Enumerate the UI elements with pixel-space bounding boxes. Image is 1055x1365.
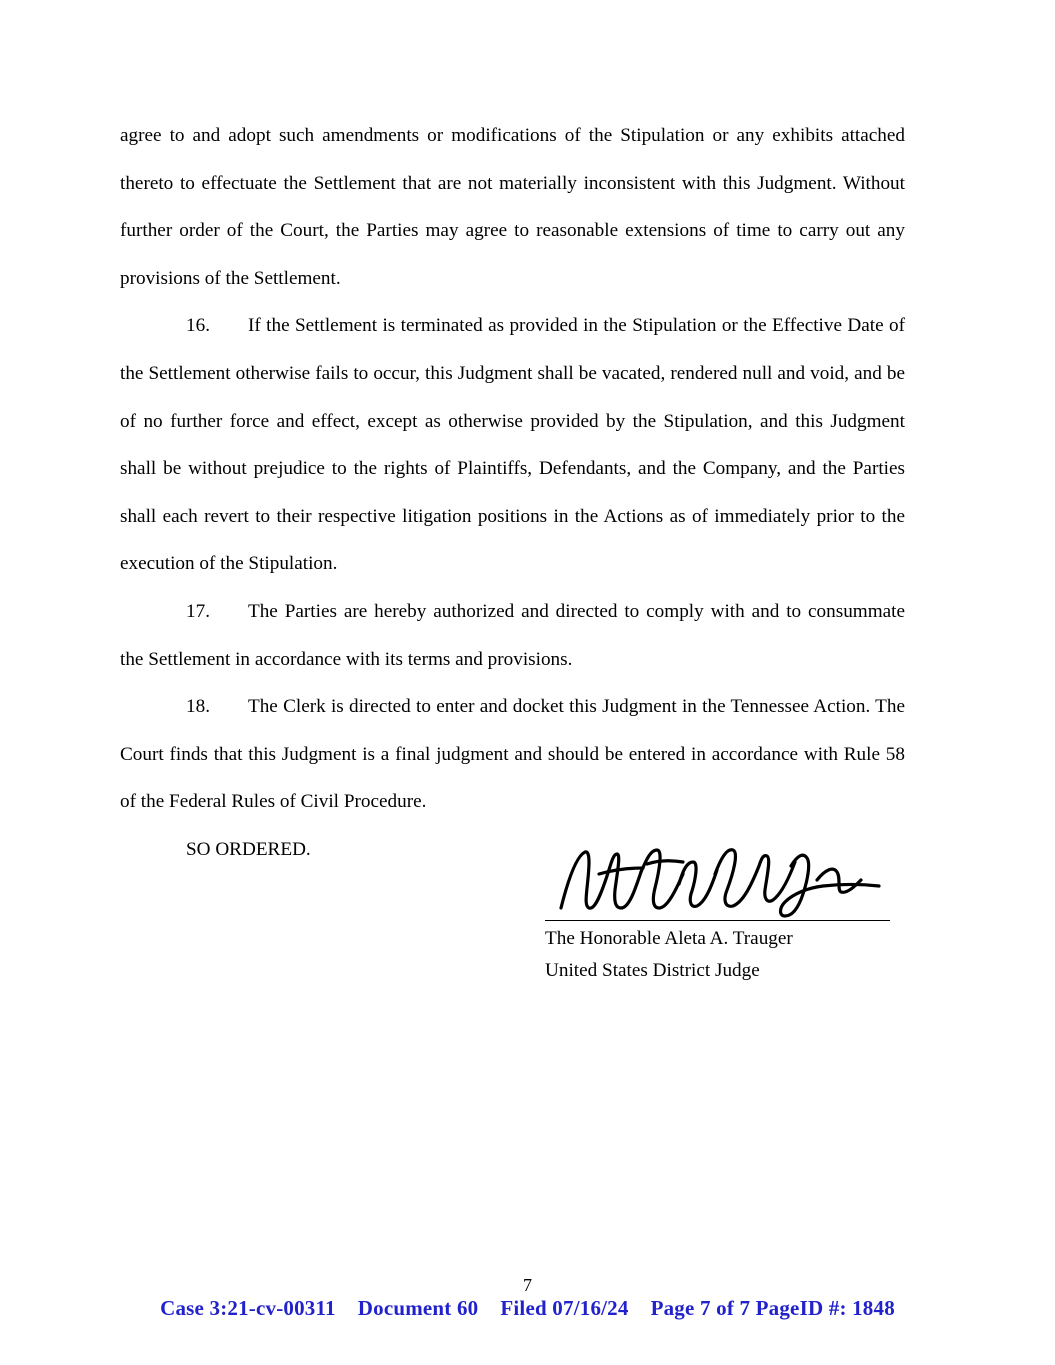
handwritten-signature-icon xyxy=(555,840,895,920)
paragraph-18 xyxy=(120,683,905,826)
footer-filed: Filed 07/16/24 xyxy=(500,1296,629,1320)
ecf-footer-stamp xyxy=(0,1296,1055,1321)
paragraph-17 xyxy=(120,588,905,683)
paragraph-16-text: If the Settlement is terminated as provided in the Stipulation or the Effective Date of the Settlement otherwise fails to occur, this Judgment shall be vacated, rendered null and void, and be of no further force and effect, except as otherwise provided by the Stipulation, and this Judgment shall be without prejudice to the rights of Plaintiffs, Defendants, and the Company, and the Parties shall each revert to their respective litigation positions in the Actions as of immediately prior to the execution of the Stipulation. xyxy=(120,315,905,575)
paragraph-continued: agree to and adopt such amendments or modifications of the Stipulation or any exhibits attached thereto to effectuate the Settlement that are not materially inconsistent with this Judgment. Without further order of the Court, the Parties may agree to reasonable extensions of time to carry out any provisions of the Settlement. xyxy=(120,125,905,289)
paragraph-17-text: The Parties are hereby authorized and directed to comply with and to consummate the Settlement in accordance with its terms and provisions. xyxy=(120,600,905,670)
signature-line xyxy=(545,812,890,921)
footer-document: Document 60 xyxy=(357,1296,479,1320)
paragraph-18-text: The Clerk is directed to enter and docket this Judgment in the Tennessee Action. The Court finds that this Judgment is a final judgment and should be entered in accordance with Rule 58 of the Federal Rules of Civil Procedure. xyxy=(120,696,905,813)
signature-block xyxy=(545,812,890,985)
paragraph-18-number: 18. xyxy=(186,696,210,718)
paragraph-16 xyxy=(120,302,905,588)
footer-page: Page 7 of 7 PageID #: 1848 xyxy=(650,1296,895,1320)
paragraph-17-number: 17. xyxy=(186,600,210,622)
page-number: 7 xyxy=(523,1275,532,1295)
paragraph-16-number: 16. xyxy=(186,315,210,337)
document-body xyxy=(120,112,905,893)
judge-name: The Honorable Aleta A. Trauger xyxy=(545,928,793,949)
so-ordered-text: SO ORDERED. xyxy=(186,838,311,860)
footer-case: Case 3:21-cv-00311 xyxy=(160,1296,336,1320)
judge-title: United States District Judge xyxy=(545,960,760,981)
